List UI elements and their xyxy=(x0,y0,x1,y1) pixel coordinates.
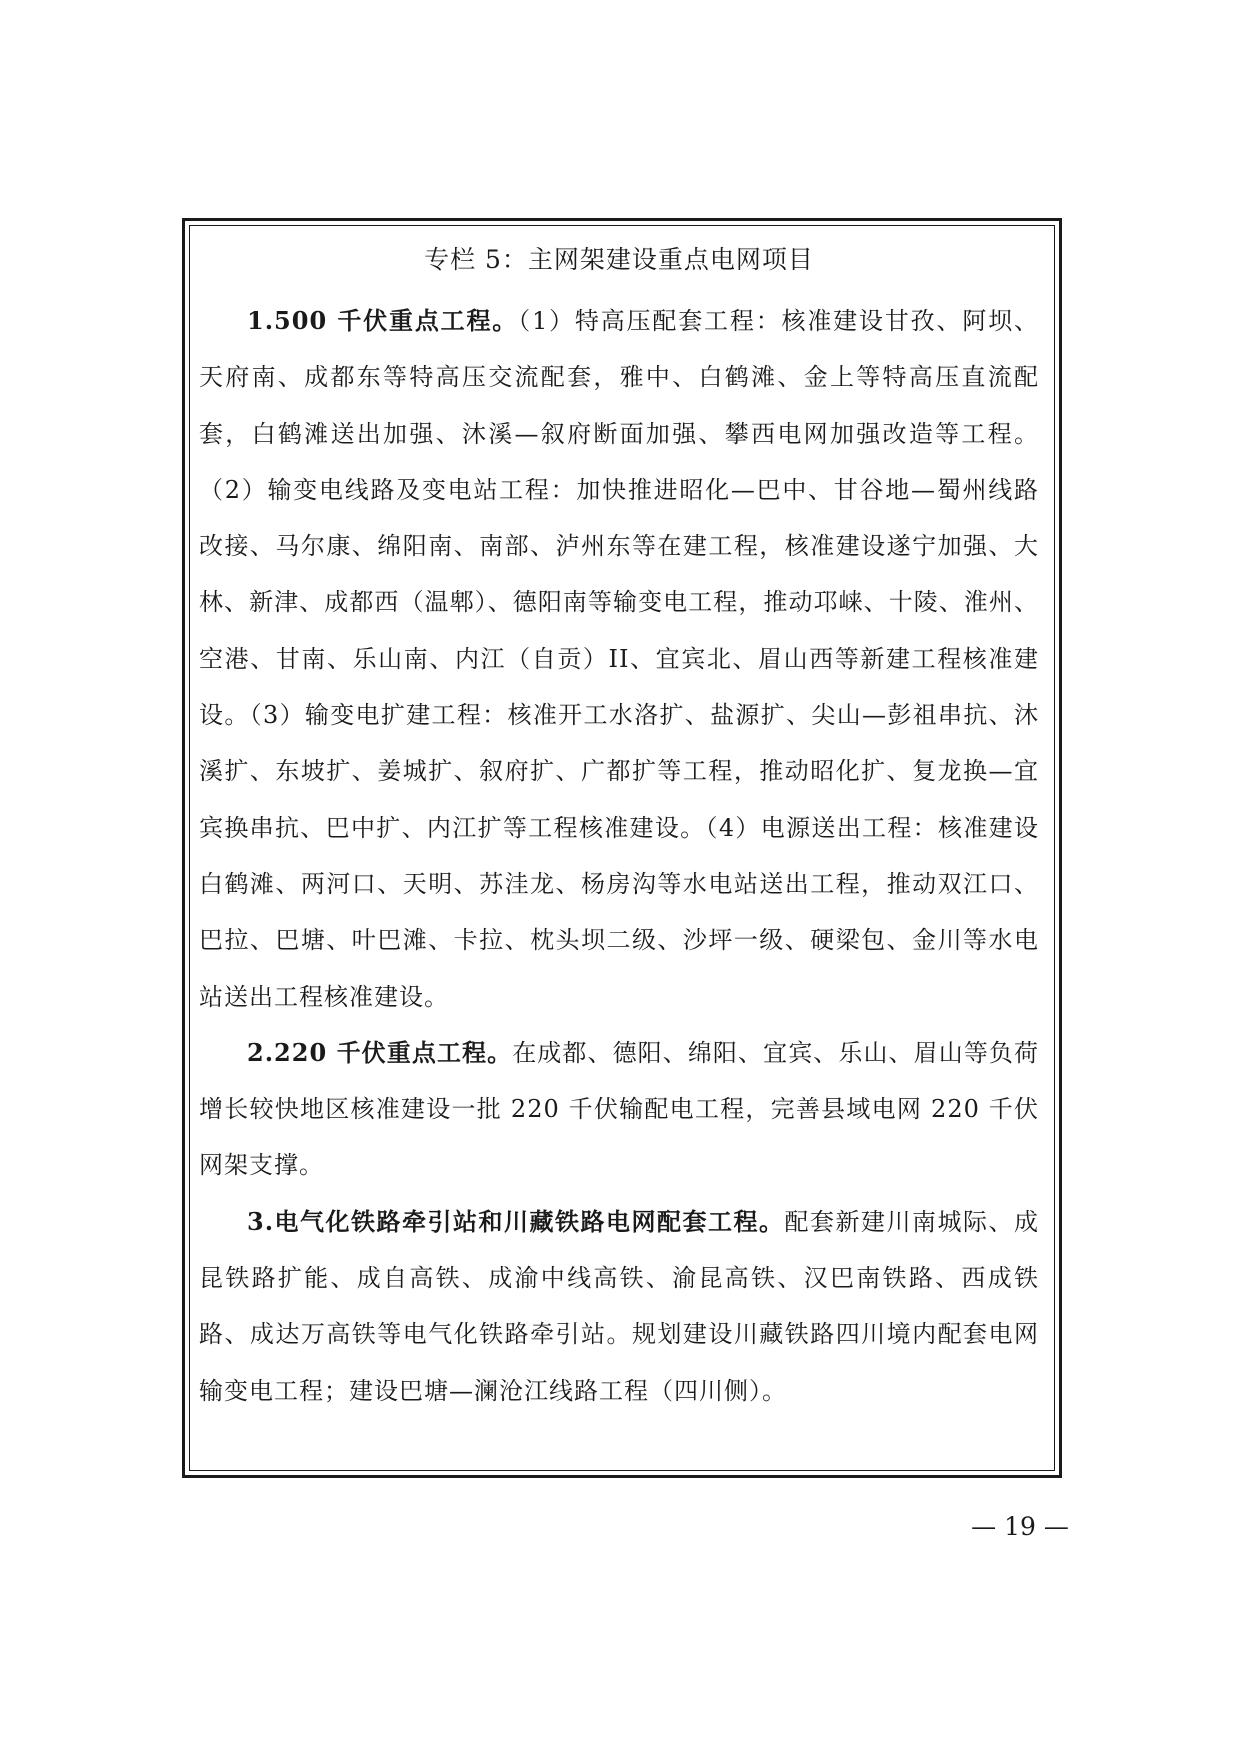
paragraph-lead: 1.500 千伏重点工程。 xyxy=(247,306,519,335)
paragraph-text: 在成都、德阳、绵阳、宜宾、乐山、眉山等负荷增长较快地区核准建设一批 220 千伏输配电工程，完善县域电网 220 千伏网架支撑。 xyxy=(199,1038,1039,1180)
paragraph-text: （1）特高压配套工程：核准建设甘孜、阿坝、天府南、成都东等特高压交流配套，雅中、白鹤滩、金上等特高压直流配套，白鹤滩送出加强、沐溪—叙府断面加强、攀西电网加强改造等工程。（2）输变电线路及变电站工程：加快推进昭化—巴中、甘谷地—蜀州线路改接、马尔康、绵阳南、南部、泸州东等在建工程，核准建设遂宁加强、大林、新津、成都西（温郫）、德阳南等输变电工程，推动邛崃、十陵、淮州、空港、甘南、乐山南、内江（自贡）II、宜宾北、眉山西等新建工程核准建设。（3）输变电扩建工程：核准开工水洛扩、盐源扩、尖山—彭祖串抗、沐溪扩、东坡扩、姜城扩、叙府扩、广都扩等工程，推动昭化扩、复龙换—宜宾换串抗、巴中扩、内江扩等工程核准建设。（4）电源送出工程：核准建设白鹤滩、两河口、天明、苏洼龙、杨房沟等水电站送出工程，推动双江口、巴拉、巴塘、叶巴滩、卡拉、枕头坝二级、沙坪一级、硬梁包、金川等水电站送出工程核准建设。 xyxy=(199,307,1039,1011)
paragraph-lead: 3.电气化铁路牵引站和川藏铁路电网配套工程。 xyxy=(247,1206,785,1236)
column-box xyxy=(182,218,1062,1478)
paragraph-500kv xyxy=(199,293,1039,1025)
paragraph-text: 配套新建川南城际、成昆铁路扩能、成自高铁、成渝中线高铁、渝昆高铁、汉巴南铁路、西成铁路、成达万高铁等电气化铁路牵引站。规划建设川藏铁路四川境内配套电网输变电工程；建设巴塘—澜沧江线路工程（四川侧）。 xyxy=(199,1207,1039,1405)
paragraph-railway xyxy=(199,1194,1039,1419)
paragraph-lead: 2.220 千伏重点工程。 xyxy=(247,1037,513,1067)
box-title: 专栏 5：主网架建设重点电网项目 xyxy=(424,245,814,274)
page-number: — 19 — xyxy=(971,1512,1069,1541)
paragraph-220kv xyxy=(199,1025,1039,1194)
